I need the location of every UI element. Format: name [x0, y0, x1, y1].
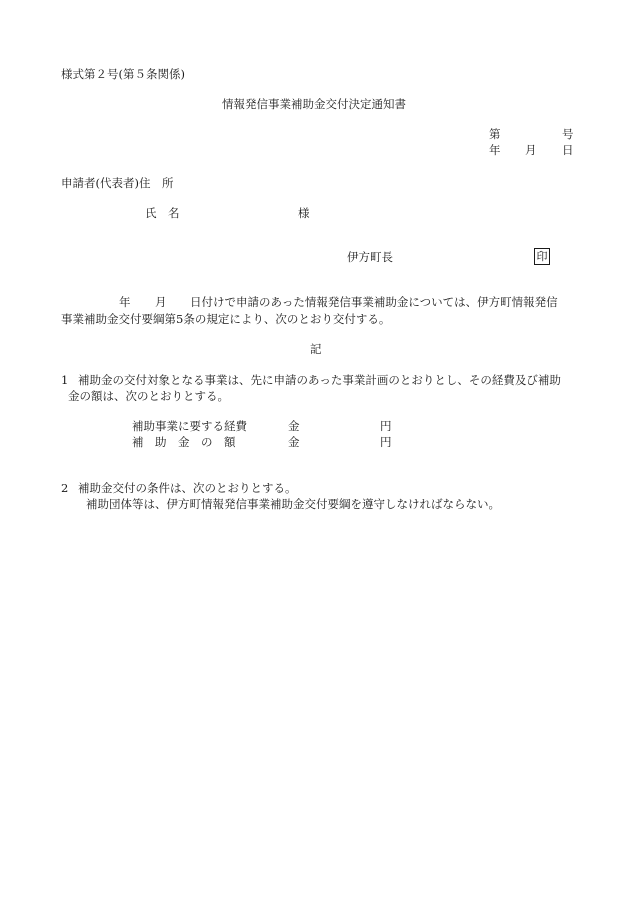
item2-condition: 補助団体等は、伊方町情報発信事業補助金交付要綱を遵守しなければならない。	[86, 497, 500, 511]
expense-kin: 金	[288, 419, 300, 433]
date-day: 日	[562, 143, 574, 157]
item1-number: 1	[61, 373, 69, 387]
number-go: 号	[562, 127, 574, 141]
subsidy-amount-label: 補 助 金 の 額	[132, 435, 236, 449]
applicant-honorific: 様	[298, 206, 310, 220]
seal-mark: 印	[534, 248, 550, 265]
issuer-title: 伊方町長	[347, 250, 393, 264]
expense-yen: 円	[380, 419, 392, 433]
applicant-name-label: 氏 名	[145, 206, 180, 220]
applicant-address-label: 申請者(代表者)住 所	[61, 176, 174, 190]
item1-text: 補助金の交付対象となる事業は、先に申請のあった事業計画のとおりとし、その経費及び補助	[78, 373, 561, 387]
date-year: 年	[489, 143, 501, 157]
intro-month: 月	[155, 295, 167, 309]
expense-label: 補助事業に要する経費	[132, 419, 247, 433]
intro-text: 日付けで申請のあった情報発信事業補助金については、伊方町情報発信	[190, 295, 558, 309]
item2-number: 2	[61, 481, 69, 495]
ki-heading: 記	[310, 342, 322, 356]
item1-text-line2: 金の額は、次のとおりとする。	[68, 389, 229, 403]
number-dai: 第	[489, 127, 501, 141]
intro-year: 年	[119, 295, 131, 309]
date-month: 月	[525, 143, 537, 157]
document-title: 情報発信事業補助金交付決定通知書	[222, 97, 406, 111]
intro-text-line2: 事業補助金交付要綱第5条の規定により、次のとおり交付する。	[61, 312, 391, 326]
subsidy-amount-yen: 円	[380, 435, 392, 449]
form-label: 様式第２号(第５条関係)	[61, 67, 185, 81]
subsidy-amount-kin: 金	[288, 435, 300, 449]
item2-text: 補助金交付の条件は、次のとおりとする。	[78, 481, 297, 495]
